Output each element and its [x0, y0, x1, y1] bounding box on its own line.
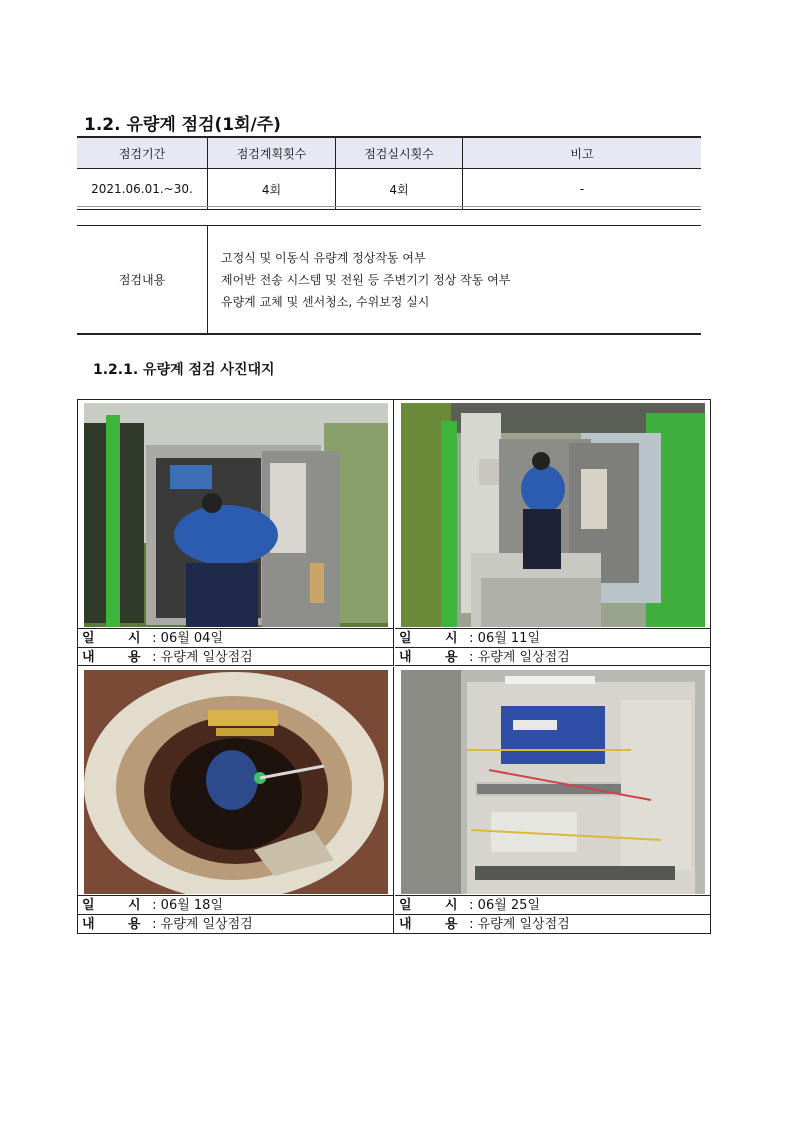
photo-panel-interior: [401, 670, 705, 894]
header-remarks: 비고: [463, 137, 702, 169]
photo-desc-caption: [78, 914, 393, 933]
content-line: 제어반 전송 시스템 및 전원 등 주변기기 정상 작동 여부: [221, 272, 511, 287]
photo-grid: [77, 399, 711, 934]
separator: :: [469, 898, 474, 913]
photo-desc-caption: [395, 647, 711, 666]
cell-planned-count: 4회: [208, 169, 336, 210]
content-label: 점검내용: [77, 226, 208, 335]
header-planned-count: 점검계획횟수: [208, 137, 336, 169]
separator: :: [152, 917, 157, 932]
header-actual-count: 점검실시횟수: [336, 137, 463, 169]
photo-desc: 유량계 일상점검: [477, 917, 570, 932]
separator: :: [152, 631, 157, 646]
cell-period: 2021.06.01.~30.: [77, 169, 208, 210]
photo-cell-2: [395, 400, 711, 666]
date-label-2: 시: [445, 898, 458, 913]
section-title: 1.2. 유량계 점검(1회/주): [84, 115, 281, 135]
desc-label-2: 용: [445, 650, 458, 665]
separator: :: [152, 650, 157, 665]
photo-date: 06월 11일: [477, 631, 541, 646]
photo-date-caption: [78, 895, 393, 914]
date-label-1: 일: [82, 898, 95, 913]
photo-cell-3: [78, 667, 394, 933]
photo-date-caption: [395, 628, 711, 647]
photo-cell-4: [395, 667, 711, 933]
date-label-1: 일: [399, 898, 412, 913]
date-label-1: 일: [82, 631, 95, 646]
photo-date: 06월 18일: [160, 898, 224, 913]
date-label-1: 일: [399, 631, 412, 646]
separator: :: [469, 917, 474, 932]
photo-desc: 유량계 일상점검: [477, 650, 570, 665]
photo-manhole-sensor: [84, 670, 388, 894]
photo-date-caption: [395, 895, 711, 914]
separator: :: [469, 631, 474, 646]
photo-cabinet-under-bridge: [401, 403, 705, 627]
photo-desc-caption: [395, 914, 711, 933]
photo-desc-caption: [78, 647, 393, 666]
desc-label-1: 내: [82, 650, 95, 665]
photo-cell-1: [78, 400, 394, 666]
header-period: 점검기간: [77, 137, 208, 169]
desc-label-1: 내: [82, 917, 95, 932]
photo-desc: 유량계 일상점검: [160, 650, 253, 665]
photo-desc: 유량계 일상점검: [160, 917, 253, 932]
desc-label-1: 내: [399, 917, 412, 932]
inspection-content-table: [77, 225, 701, 335]
desc-label-1: 내: [399, 650, 412, 665]
content-line: 고정식 및 이동식 유량계 정상작동 여부: [221, 250, 426, 265]
content-lines: [208, 226, 702, 335]
table-header-row: [77, 137, 701, 169]
cell-actual-count: 4회: [336, 169, 463, 210]
desc-label-2: 용: [445, 917, 458, 932]
table-row: [77, 169, 701, 210]
table-row: [77, 226, 701, 335]
desc-label-2: 용: [128, 917, 141, 932]
date-label-2: 시: [128, 898, 141, 913]
photo-date-caption: [78, 628, 393, 647]
cell-remarks: -: [463, 169, 702, 210]
photo-date: 06월 04일: [160, 631, 224, 646]
separator: :: [152, 898, 157, 913]
photo-control-panel-inspection: [84, 403, 388, 627]
photo-date: 06월 25일: [477, 898, 541, 913]
separator: :: [469, 650, 474, 665]
inspection-summary-table: [77, 136, 701, 210]
divider: [77, 206, 701, 207]
date-label-2: 시: [445, 631, 458, 646]
date-label-2: 시: [128, 631, 141, 646]
desc-label-2: 용: [128, 650, 141, 665]
photo-section-title: 1.2.1. 유량계 점검 사진대지: [93, 362, 275, 378]
content-line: 유량계 교체 및 센서청소, 수위보정 실시: [221, 294, 430, 309]
